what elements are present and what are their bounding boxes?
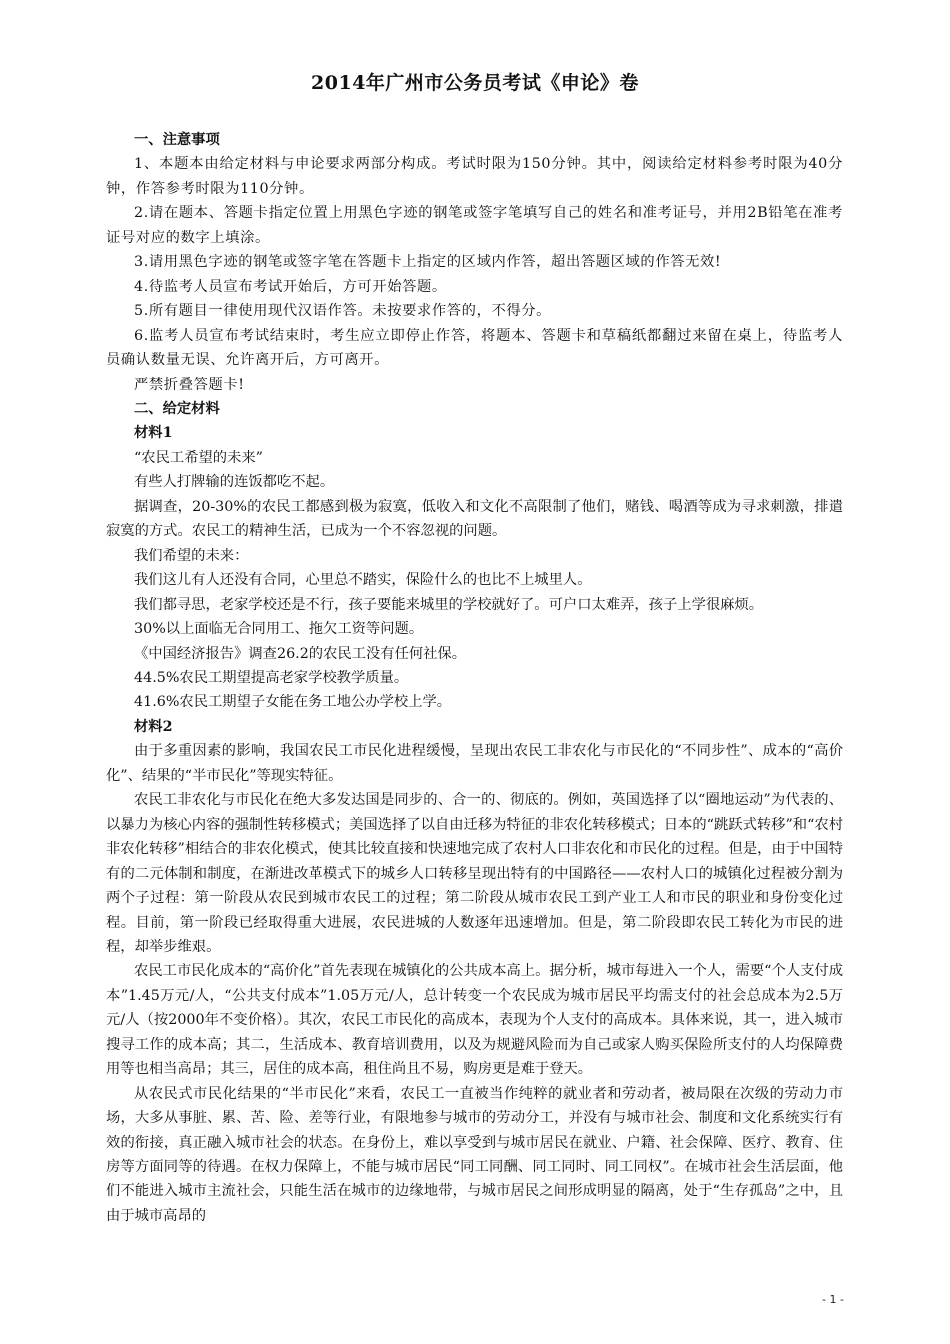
material1-paragraph: 据调查，20-30%的农民工都感到极为寂寞，低收入和文化不高限制了他们，赌钱、喝酒等成为寻求刺激，排遣寂寞的方式。农民工的精神生活，已成为一个不容忽视的问题。 <box>106 498 843 540</box>
material1-paragraph: 《中国经济报告》调查26.2的农民工没有任何社保。 <box>134 645 467 662</box>
material1-paragraph: 41.6%农民工期望子女能在务工地公办学校上学。 <box>134 694 452 711</box>
notice-item: 5.所有题目一律使用现代汉语作答。未按要求作答的，不得分。 <box>134 303 552 320</box>
material1-paragraph: 44.5%农民工期望提高老家学校教学质量。 <box>134 669 409 686</box>
materials-heading: 二、给定材料 <box>134 400 220 417</box>
material1-paragraph: 我们这儿有人还没有合同，心里总不踏实，保险什么的也比不上城里人。 <box>134 572 592 589</box>
material2-paragraph: 农民工非农化与市民化在绝大多发达国是同步的、合一的、彻底的。例如，英国选择了以“圈地运动”为代表的、以暴力为核心内容的强制性转移模式；美国选择了以自由迁移为特征的非农化转移模式；日本的“跳跃式转移”和“农村非农化转移”相结合的非农化模式，使其比较直接和快速地完成了农村人口非农化和市民化的过程。但是，由于中国特有的二元体制和制度，在渐进改革模式下的城乡人口转移呈现出特有的中国路径——农村人口的城镇化过程被分割为两个子过程：第一阶段从农民到城市农民工的过程；第二阶段从城市农民工到产业工人和市民的职业和身份变化过程。目前，第一阶段已经取得重大进展，农民进城的人数逐年迅速增加。但是，第二阶段即农民工转化为市民的进程，却举步维艰。 <box>106 792 843 955</box>
material1-paragraph: 我们希望的未来： <box>134 547 249 564</box>
notice-item: 4.待监考人员宣布考试开始后，方可开始答题。 <box>134 278 447 295</box>
notice-item: 2.请在题本、答题卡指定位置上用黑色字迹的钢笔或签字笔填写自己的姓名和准考证号，并用2B铅笔在准考证号对应的数字上填涂。 <box>106 205 843 246</box>
material1-paragraph: “农民工希望的未来” <box>134 449 263 466</box>
material2-paragraph: 由于多重因素的影响，我国农民工市民化进程缓慢，呈现出农民工非农化与市民化的“不同步性”、成本的“高价化”、结果的“半市民化”等现实特征。 <box>106 743 843 784</box>
material1-paragraph: 有些人打牌输的连饭都吃不起。 <box>134 474 335 491</box>
page-title: 2014年广州市公务员考试《申论》卷 <box>311 72 639 94</box>
material2-label: 材料2 <box>134 718 173 735</box>
material2-paragraph: 农民工市民化成本的“高价化”首先表现在城镇化的公共成本高上。据分析，城市每进入一个人，需要“个人支付成本”1.45万元/人，“公共支付成本”1.05万元/人，总计转变一个农民成为城市居民平均需支付的社会总成本为2.5万元/人（按2000年不变价格）。其次，农民工市民化的高成本，表现为个人支付的高成本。具体来说，其一，进入城市搜寻工作的成本高；其二，生活成本、教育培训费用，以及为规避风险而为自己或家人购买保险所支付的人均保障费用等也相当高昂；其三，居住的成本高，租住尚且不易，购房更是难于登天。 <box>106 963 844 1078</box>
material2-paragraph: 从农民式市民化结果的“半市民化”来看，农民工一直被当作纯粹的就业者和劳动者，被局限在次级的劳动力市场，大多从事脏、累、苦、险、差等行业，有限地参与城市的劳动分工，并没有与城市社会、制度和文化系统实行有效的衔接，真正融入城市社会的状态。在身份上，难以享受到与城市居民在就业、户籍、社会保障、医疗、教育、住房等方面同等的待遇。在权力保障上，不能与城市居民“同工同酬、同工同时、同工同权”。在城市社会生活层面，他们不能进入城市主流社会，只能生活在城市的边缘地带，与城市居民之间形成明显的隔离，处于“生存孤岛”之中，且由于城市高昂的 <box>106 1085 843 1224</box>
document-body <box>106 128 843 1228</box>
notice-item: 严禁折叠答题卡! <box>134 376 245 393</box>
notice-item: 6.监考人员宣布考试结束时，考生应立即停止作答，将题本、答题卡和草稿纸都翻过来留在桌上，待监考人员确认数量无误、允许离开后，方可离开。 <box>106 327 843 369</box>
notice-item: 3.请用黑色字迹的钢笔或签字笔在答题卡上指定的区域内作答，超出答题区域的作答无效! <box>134 254 722 271</box>
material1-label: 材料1 <box>134 425 173 442</box>
notice-heading: 一、注意事项 <box>134 132 220 148</box>
notice-item: 1、本题本由给定材料与申论要求两部分构成。考试时限为150分钟。其中，阅读给定材料参考时限为40分钟，作答参考时限为110分钟。 <box>106 156 843 197</box>
page-number: - 1 - <box>822 1293 844 1306</box>
material1-paragraph: 我们都寻思，老家学校还是不行，孩子要能来城里的学校就好了。可户口太难弄，孩子上学很麻烦。 <box>134 596 764 613</box>
material1-paragraph: 30%以上面临无合同用工、拖欠工资等问题。 <box>134 621 424 638</box>
